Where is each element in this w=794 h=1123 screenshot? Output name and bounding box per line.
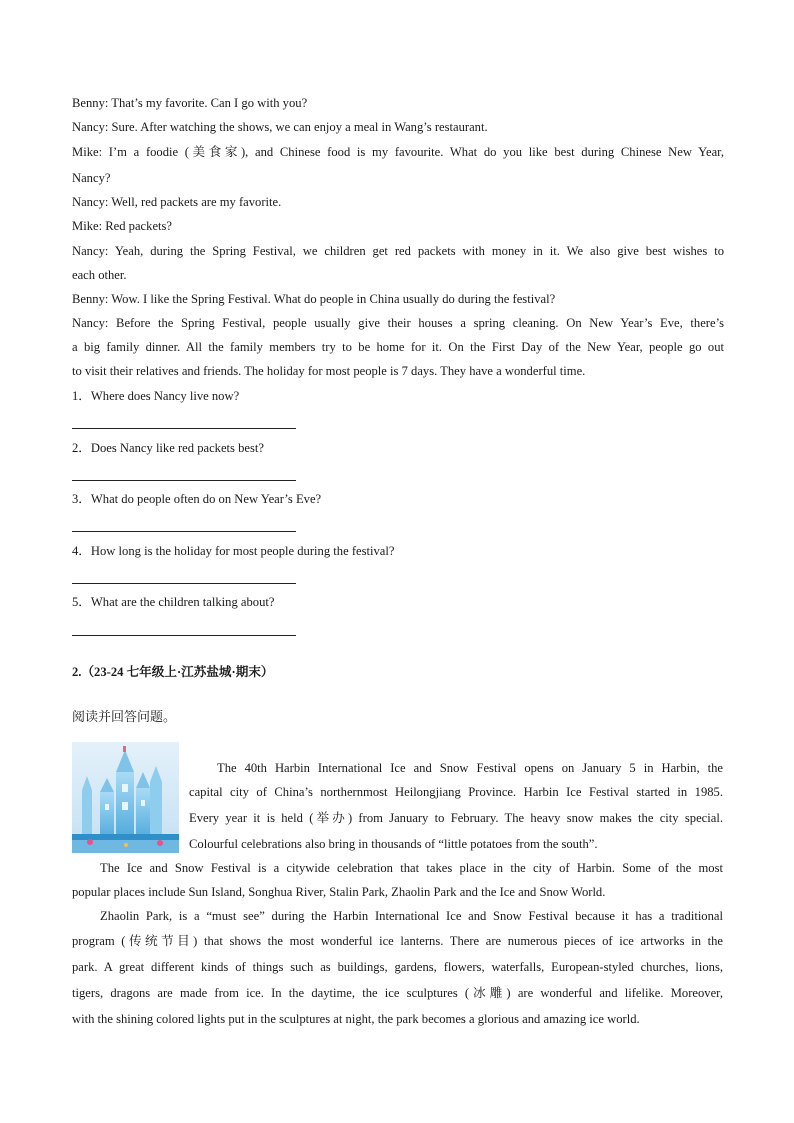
answer-blank-3[interactable] bbox=[72, 531, 296, 532]
dialogue-line: Nancy: Well, red packets are my favorite. bbox=[72, 195, 282, 209]
ice-festival-photo bbox=[72, 742, 179, 853]
answer-blank-4[interactable] bbox=[72, 583, 296, 584]
instruction-text: 阅读并回答问题。 bbox=[72, 710, 177, 725]
question-4: 4．How long is the holiday for most people during the festival? bbox=[72, 544, 395, 558]
question-5: 5．What are the children talking about? bbox=[72, 595, 275, 609]
dialogue-line: each other. bbox=[72, 268, 127, 282]
passage-line: program (传统节目) that shows the most wonderful ice lanterns. There are numerous pieces of ice artworks in the bbox=[72, 934, 723, 948]
question-1: 1．Where does Nancy live now? bbox=[72, 389, 240, 403]
dialogue-line: Benny: That’s my favorite. Can I go with you? bbox=[72, 96, 308, 110]
answer-blank-5[interactable] bbox=[72, 635, 296, 636]
dialogue-line: Mike: Red packets? bbox=[72, 219, 173, 233]
passage-line: The Ice and Snow Festival is a citywide celebration that takes place in the city of Harbin. Some of the most bbox=[100, 861, 723, 875]
dialogue-line: Nancy: Yeah, during the Spring Festival, we children get red packets with money in it. We also give best wishes to bbox=[72, 244, 724, 258]
passage-line: Colourful celebrations also bring in thousands of “little potatoes from the south”. bbox=[189, 837, 598, 851]
question-2: 2．Does Nancy like red packets best? bbox=[72, 441, 264, 455]
answer-blank-1[interactable] bbox=[72, 428, 296, 429]
dialogue-line: Nancy? bbox=[72, 171, 111, 185]
passage-line: with the shining colored lights put in the sculptures at night, the park becomes a glorious and amazing ice world. bbox=[72, 1012, 640, 1026]
passage-line: capital city of China’s northernmost Heilongjiang Province. Harbin Ice Festival started in 1985. bbox=[189, 785, 723, 799]
passage-line: Zhaolin Park, is a “must see” during the Harbin International Ice and Snow Festival because it has a traditional bbox=[100, 909, 723, 923]
dialogue-line: Nancy: Before the Spring Festival, people usually give their houses a spring cleaning. On New Year’s Eve, there’s bbox=[72, 316, 724, 330]
passage-line: popular places include Sun Island, Songhua River, Stalin Park, Zhaolin Park and the Ice and Snow World. bbox=[72, 885, 606, 899]
dialogue-line: to visit their relatives and friends. The holiday for most people is 7 days. They have a wonderful time. bbox=[72, 364, 586, 378]
section-heading: 2.（23-24 七年级上·江苏盐城·期末） bbox=[72, 665, 274, 679]
dialogue-line: Benny: Wow. I like the Spring Festival. What do people in China usually do during the festival? bbox=[72, 292, 556, 306]
dialogue-line: Mike: I’m a foodie (美食家), and Chinese food is my favourite. What do you like best during Chinese New Year, bbox=[72, 145, 724, 159]
answer-blank-2[interactable] bbox=[72, 480, 296, 481]
dialogue-line: Nancy: Sure. After watching the shows, we can enjoy a meal in Wang’s restaurant. bbox=[72, 120, 488, 134]
passage-line: tigers, dragons are made from ice. In the daytime, the ice sculptures (冰雕) are wonderful and lifelike. Moreover, bbox=[72, 986, 723, 1000]
passage-line: The 40th Harbin International Ice and Snow Festival opens on January 5 in Harbin, the bbox=[217, 761, 723, 775]
dialogue-line: a big family dinner. All the family members try to be home for it. On the First Day of the New Year, people go out bbox=[72, 340, 724, 354]
passage-line: Every year it is held (举办) from January to February. The heavy snow makes the city special. bbox=[189, 811, 723, 825]
question-3: 3．What do people often do on New Year’s Eve? bbox=[72, 492, 322, 506]
passage-line: park. A great different kinds of things such as buildings, gardens, flowers, waterfalls, European-styled churches, lions, bbox=[72, 960, 723, 974]
